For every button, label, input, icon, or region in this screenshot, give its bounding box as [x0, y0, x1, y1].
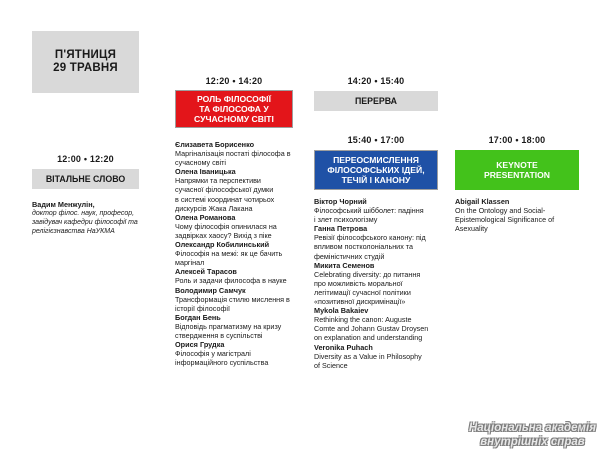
- talk-title-line: в системі координат чотирьох: [175, 194, 275, 204]
- watermark: Національна академія внутрішніх справ: [468, 422, 596, 448]
- session1-talks: [175, 140, 315, 367]
- talk-item: [175, 286, 315, 313]
- talk-title-line: Філософський шібболет: падіння: [314, 206, 424, 216]
- welcome-speaker: [32, 200, 182, 236]
- talk-title-line: легітимації сучасної політики: [314, 287, 411, 297]
- break-header: ПЕРЕРВА: [314, 91, 438, 111]
- talk-item: [314, 197, 454, 224]
- talk-title-line: Відповідь прагматизму на кризу: [175, 321, 282, 331]
- talk-title-line: маргінал: [175, 258, 205, 268]
- talk-speaker: Олена Романова: [175, 212, 236, 222]
- talk-speaker: Володимир Самчук: [175, 285, 246, 295]
- talk-title-line: Чому філософія опинилася на: [175, 221, 277, 231]
- talk-speaker: Mykola Bakaiev: [314, 306, 369, 316]
- talk-item: [175, 140, 315, 167]
- talk-title-line: Rethinking the canon: Auguste: [314, 315, 412, 325]
- talk-title-line: on explanation and understanding: [314, 333, 423, 343]
- talk-item: [175, 240, 315, 267]
- talk-speaker: Олександр Кобилинський: [175, 240, 270, 250]
- talk-item: [175, 167, 315, 212]
- talk-item: [314, 306, 454, 342]
- session2-time: 15:40 • 17:00: [347, 135, 405, 145]
- talk-title-line: сучасному світі: [175, 158, 227, 168]
- talk-item: [455, 197, 600, 233]
- talk-title-line: Філософія на межі: як це бачить: [175, 249, 283, 259]
- talk-speaker: Abigail Klassen: [455, 197, 510, 206]
- day-date: 29 ТРАВНЯ: [53, 62, 118, 74]
- talk-speaker: Ганна Петрова: [314, 224, 368, 234]
- welcome-time: 12:00 • 12:20: [57, 154, 114, 164]
- talk-title-line: впливом постколоніальних та: [314, 242, 413, 252]
- talk-title-line: Філософія у магістралі: [175, 349, 251, 359]
- session1-time: 12:20 • 14:20: [205, 76, 263, 86]
- talk-item: [175, 340, 315, 367]
- talk-title-line: Celebrating diversity: до питання: [314, 269, 421, 279]
- talk-title-line: Comte and Johann Gustav Droysen: [314, 324, 429, 334]
- talk-title-line: of Science: [314, 360, 348, 370]
- talk-speaker: Олена Іваницька: [175, 167, 236, 177]
- talk-speaker: Орися Грудка: [175, 340, 225, 350]
- talk-title-line: Трансформація стилю мислення в: [175, 294, 290, 304]
- talk-title-line: ствердження в суспільстві: [175, 330, 263, 340]
- session1-header: РОЛЬ ФІЛОСОФІЇ ТА ФІЛОСОФА У СУЧАСНОМУ СВІТІ: [175, 90, 293, 128]
- talk-title-line: історії філософії: [175, 303, 230, 313]
- talk-title-line: задвірках хаосу? Вихід з піке: [175, 230, 272, 240]
- talk-title-line: про можливість моральної: [314, 278, 403, 288]
- talk-speaker: Єлизавета Борисенко: [175, 140, 255, 149]
- speaker-info: доктор філос. наук, професор, завідувач кафедри філософії та релігієзнавства НаУКМА: [32, 210, 138, 236]
- day-name: П'ЯТНИЦЯ: [54, 49, 117, 61]
- talk-title-line: Diversity as a Value in Philosophy: [314, 351, 422, 361]
- talk-item: [175, 313, 315, 340]
- talk-speaker: Алексей Тарасов: [175, 267, 237, 277]
- talk-speaker: Віктор Чорний: [314, 197, 367, 206]
- talk-title-line: Роль и задачи философа в науке: [175, 276, 287, 286]
- keynote-time: 17:00 • 18:00: [488, 135, 546, 145]
- talk-item: [314, 224, 454, 260]
- talk-title-line: інформаційного суспільства: [175, 358, 269, 368]
- keynote-talks: [455, 197, 600, 233]
- talk-title-line: сучасної філософської думки: [175, 185, 274, 195]
- welcome-header: ВІТАЛЬНЕ СЛОВО: [32, 169, 139, 189]
- session2-talks: [314, 197, 454, 370]
- talk-title-line: дискурсів Жака Лакана: [175, 203, 253, 213]
- talk-title-line: Ревізії філософського канону: під: [314, 233, 426, 243]
- break-time: 14:20 • 15:40: [347, 76, 405, 86]
- talk-item: [314, 343, 454, 370]
- session2-header: ПЕРЕОСМИСЛЕННЯ ФІЛОСОФСЬКИХ ІДЕЙ, ТЕЧІЙ І КАНОНУ: [314, 150, 438, 190]
- talk-title-line: Epistemological Significance of: [455, 215, 555, 225]
- talk-title-line: і злет психологізму: [314, 215, 378, 225]
- day-header: [32, 31, 139, 93]
- speaker-name: Вадим Менжулін,: [32, 200, 95, 209]
- keynote-header: KEYNOTE PRESENTATION: [455, 150, 579, 190]
- talk-title-line: «позитивної дискримінації»: [314, 297, 406, 307]
- talk-speaker: Богдан Бень: [175, 312, 221, 322]
- talk-speaker: Veronika Puhach: [314, 342, 373, 352]
- talk-title-line: феміністичних студій: [314, 251, 385, 261]
- talk-title-line: Напрямки та перспективи: [175, 176, 261, 186]
- talk-speaker: Микита Семенов: [314, 260, 375, 270]
- talk-item: [175, 267, 315, 285]
- talk-title-line: Asexuality: [455, 224, 488, 234]
- talk-title-line: Маргіналізація постаті філософа в: [175, 149, 291, 159]
- talk-item: [314, 261, 454, 306]
- talk-title-line: On the Ontology and Social-: [455, 206, 546, 216]
- talk-item: [175, 213, 315, 240]
